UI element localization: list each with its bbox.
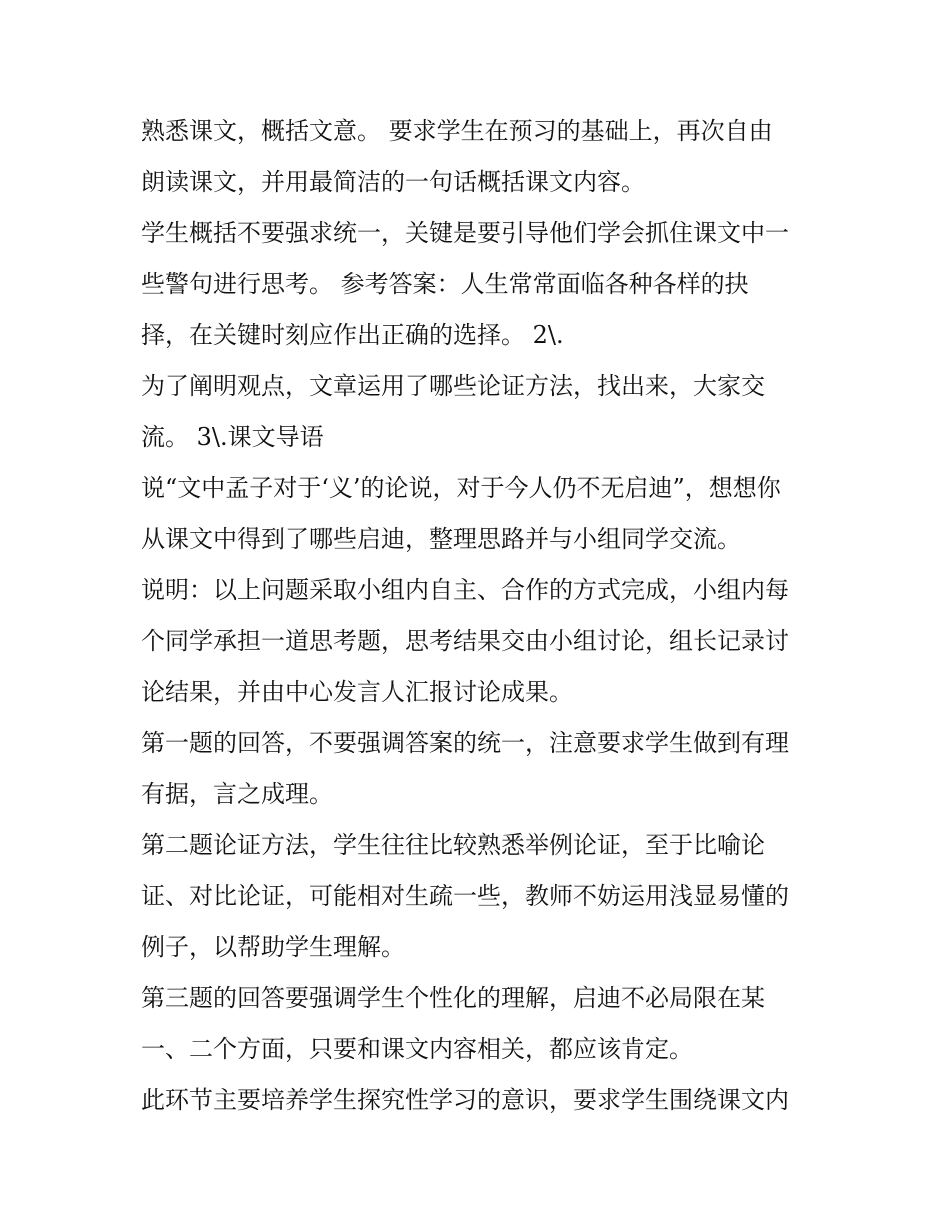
text-line: 熟悉课文，概括文意。 要求学生在预习的基础上，再次自由 [141,117,773,145]
text-line: 一、二个方面，只要和课文内容相关，都应该肯定。 [141,1035,693,1063]
text-line: 例子，以帮助学生理解。 [141,933,405,961]
text-line: 第二题论证方法，学生往往比较熟悉举例论证，至于比喻论 [141,831,765,859]
text-line: 第一题的回答，不要强调答案的统一，注意要求学生做到有理 [141,729,789,757]
document-body [141,106,831,1126]
text-line: 从课文中得到了哪些启迪，整理思路并与小组同学交流。 [141,525,741,553]
text-line: 些警句进行思考。 参考答案：人生常常面临各种各样的抉 [141,270,749,298]
text-line: 学生概括不要强求统一，关键是要引导他们学会抓住课文中一 [141,219,789,247]
text-line: 有据，言之成理。 [141,780,333,808]
text-line: 说“文中孟子对于‘义’的论说，对于今人仍不无启迪”，想想你 [141,474,781,502]
text-line: 流。 3\.课文导语 [141,423,324,451]
text-line: 择，在关键时刻应作出正确的选择。 2\. [141,321,564,349]
text-line: 论结果，并由中心发言人汇报讨论成果。 [141,678,573,706]
text-line: 证、对比论证，可能相对生疏一些，教师不妨运用浅显易懂的 [141,882,789,910]
text-line: 个同学承担一道思考题，思考结果交由小组讨论，组长记录讨 [141,627,789,655]
text-line: 朗读课文，并用最简洁的一句话概括课文内容。 [141,168,645,196]
text-line: 此环节主要培养学生探究性学习的意识，要求学生围绕课文内 [141,1086,789,1114]
text-line: 第三题的回答要强调学生个性化的理解，启迪不必局限在某 [141,984,765,1012]
text-line: 说明：以上问题采取小组内自主、合作的方式完成，小组内每 [141,576,789,604]
text-line: 为了阐明观点，文章运用了哪些论证方法，找出来，大家交 [141,372,765,400]
